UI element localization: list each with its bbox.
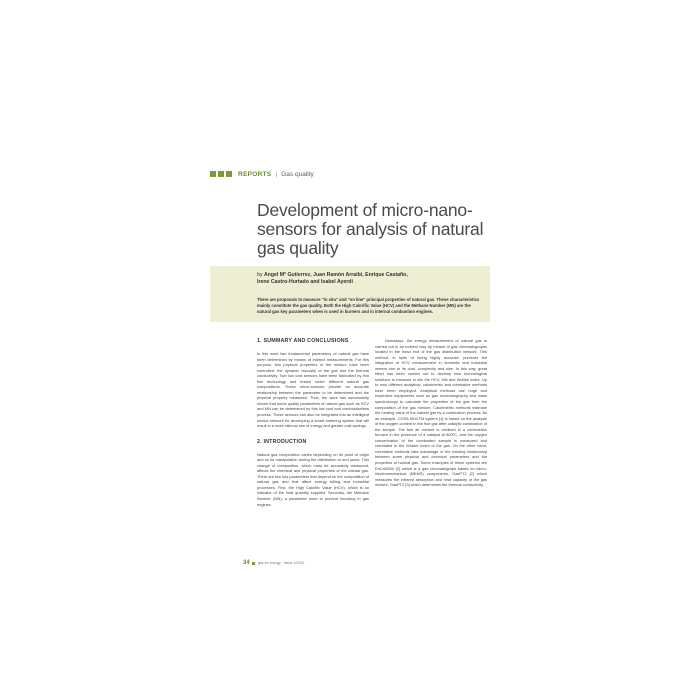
page-number: 34 — [243, 560, 250, 566]
section-label: REPORTS — [238, 170, 272, 178]
abstract: There are proposals to measure "in situ" and "on line" principal properties of natural gas. These characteristics mainly constitute the gas quality. Both the High Calorific Value (HCV) and the Methane Number (MN) are the natural gas key parameters when is used in burners and in internal combustion engines. — [257, 297, 480, 314]
section-divider: | — [275, 170, 278, 178]
article-title: Development of micro-nano-sensors for analysis of natural gas quality — [257, 200, 484, 258]
section-1-text: In this work two fundamental parameters of natural gas have been determined by means of indirect measurements. For this purpose, two physical properties of the mixture have been controlled: the dynamic viscosity of the gas and the thermal conductivity. Two low cost sensors have been fabricated by thin film technology and tested under different natural gas compositions. These micro-sensors provide an accurate relationship between the parameter to be determined and the physical property measured. Thus, the work has successfully shown that some quality parameters of natural gas such as HCV and MN can be determined by this low cost and combustionless process. These sensors can also be integrated into an intelligent sensor network for developing a smart metering system that will result in a more rational use of energy and greater cost savings. — [257, 351, 369, 429]
footer-square-icon — [252, 562, 255, 565]
journal-name: gas for energy · Issue 1/2015 — [257, 561, 305, 565]
section-2-title: 2. INTRODUCTION — [257, 438, 307, 445]
section-header — [210, 168, 314, 180]
section-subtitle: Gas quality — [281, 170, 314, 178]
section-2-text: Natural gas composition varies depending on its point of origin and on its manipulation during the distribution to end users. This change of composition, which must be accurately measured, affects the chemical and physical properties of the natural gas. There are two key parameters that depend on the composition of natural gas and that affect energy billing and industrial processes. First, the High Calorific Value (HCV), which is an indicator of the heat quantity supplied. Secondly, the Methane Number (MN), a parameter used to prevent knocking in gas engines. — [257, 451, 369, 507]
authors — [257, 272, 482, 286]
authors-by: by — [257, 272, 263, 278]
right-column-text: Nowadays, the energy measurement of natural gas is carried out in an indirect way by means of gas chromatographs located in the head end of the gas distribution network. This method, in spite of being highly accurate, prevents the integration of HCV measurement in domestic and industrial meters due to its cost, complexity and size. In this way, great effort has been carried out to develop new technological solutions to measure in situ the HCV, MN and Wobbe index. Up to now different analytical, calorimetric and correlative methods have been employed. Analytical methods use huge and expensive equipments such as gas chromatography and mass spectroscopy to calculate the properties of the gas from the composition of the gas mixture. Calorimetric methods estimate the heating value of the natural gas by a combustion process. As an example, COSA 9610TM system [1] is based on the analysis of the oxygen content in the flue gas after catalytic combustion of the sample. The fuel air mixture is oxidized in a combustion furnace in the presence of a catalyst at 800ºC, and the oxygen concentration of the combusted sample is measured and correlated to the Wobbe Index of the gas. On the other hand, correlative methods take advantage of the existing relationship between some physical and chemical parameters and the properties of natural gas. Some examples of these systems are EnCal3000 [2] which is a gas chromatograph based on micro-electromechanical (MEMS) components, GasPT2 [2] which measures the infrared absorption and heat capacity of the gas mixture, GasPT2 [3] which determines the thermal conductivity, — [375, 338, 487, 488]
left-column — [257, 338, 369, 515]
section-1-title: 1. SUMMARY AND CONCLUSIONS — [257, 338, 349, 344]
page-footer — [243, 560, 304, 566]
right-column — [375, 338, 487, 496]
authors-line1: Angel Mª Gutierrez, Juan Ramón Arraibi, Enrique Castaño, — [263, 272, 408, 278]
section-squares-icon — [210, 171, 232, 177]
authors-line2: Irene Castro-Hurtado and Isabel Ayerdi — [257, 279, 353, 285]
